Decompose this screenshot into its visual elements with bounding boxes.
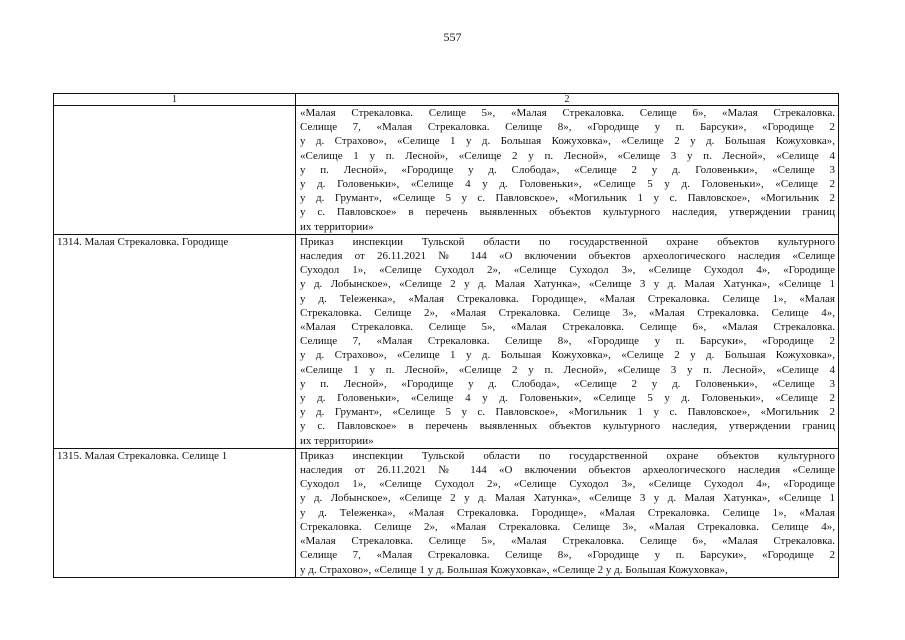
text-line: «Селище 1 у п. Лесной», «Селище 2 у п. Лесной», «Селище 3 у п. Лесной», «Селище 4 xyxy=(300,149,835,162)
column-header-1: 1 xyxy=(54,94,296,106)
text-line: у с. Павловское» в перечень выявленных объектов культурного наследия, утверждении границ xyxy=(300,206,835,219)
table-header-row xyxy=(54,94,839,106)
text-line: Суходол 1», «Селище Суходол 2», «Селище Суходол 3», «Селище Суходол 4», «Городище xyxy=(300,264,835,277)
object-name-cell: 1315. Малая Стрекаловка. Селище 1 xyxy=(54,448,296,577)
text-line: Приказ инспекции Тульской области по государственной охране объектов культурного xyxy=(300,449,835,462)
text-line: их территории» xyxy=(300,220,374,233)
table-row xyxy=(54,448,839,577)
text-line: у д. Теleженка», «Малая Стрекаловка. Городище», «Малая Стрекаловка. Селище 1», «Малая xyxy=(300,506,835,519)
text-line: наследия от 26.11.2021 № 144 «О включении объектов археологического наследия «Селище xyxy=(300,464,835,477)
text-line: Селище 7, «Малая Стрекаловка. Селище 8», «Городище у п. Барсуки», «Городище 2 xyxy=(300,121,835,134)
table-row xyxy=(54,106,839,235)
text-line: «Малая Стрекаловка. Селище 5», «Малая Стрекаловка. Селище 6», «Малая Стрекаловка. xyxy=(300,321,835,334)
text-line: «Малая Стрекаловка. Селище 5», «Малая Стрекаловка. Селище 6», «Малая Стрекаловка. xyxy=(300,535,835,548)
text-line: Приказ инспекции Тульской области по государственной охране объектов культурного xyxy=(300,235,835,248)
object-name-cell xyxy=(54,106,296,235)
text-line: у д. Лобынское», «Селище 2 у д. Малая Хатунка», «Селище 3 у д. Малая Хатунка», «Селище 1 xyxy=(300,492,835,505)
text-line: Селище 7, «Малая Стрекаловка. Селище 8», «Городище у п. Барсуки», «Городище 2 xyxy=(300,549,835,562)
text-line: Стрекаловка. Селище 2», «Малая Стрекаловка. Селище 3», «Малая Стрекаловка. Селище 4», xyxy=(300,520,835,533)
object-name-cell: 1314. Малая Стрекаловка. Городище xyxy=(54,234,296,448)
text-line: у д. Лобынское», «Селище 2 у д. Малая Хатунка», «Селище 3 у д. Малая Хатунка», «Селище 1 xyxy=(300,278,835,291)
text-line: Селище 7, «Малая Стрекаловка. Селище 8», «Городище у п. Барсуки», «Городище 2 xyxy=(300,335,835,348)
text-line: у д. Грумант», «Селище 5 у с. Павловское», «Могильник 1 у с. Павловское», «Могильник 2 xyxy=(300,192,835,205)
table-row xyxy=(54,234,839,448)
column-header-2: 2 xyxy=(296,94,839,106)
text-line: их территории» xyxy=(300,434,374,447)
text-line: у д. Страхово», «Селище 1 у д. Большая Кожуховка», «Селище 2 у д. Большая Кожуховка», xyxy=(300,135,835,148)
text-line: у п. Лесной», «Городище у д. Слобода», «Селище 2 у д. Головеньки», «Селище 3 xyxy=(300,163,835,176)
page-number: 557 xyxy=(443,30,462,44)
text-line: «Малая Стрекаловка. Селище 5», «Малая Стрекаловка. Селище 6», «Малая Стрекаловка. xyxy=(300,107,835,119)
heritage-table xyxy=(53,93,839,578)
text-line: у д. Страхово», «Селище 1 у д. Большая Кожуховка», «Селище 2 у д. Большая Кожуховка», xyxy=(300,349,835,362)
text-line: Стрекаловка. Селище 2», «Малая Стрекаловка. Селище 3», «Малая Стрекаловка. Селище 4», xyxy=(300,306,835,319)
document-reference-cell xyxy=(296,106,839,235)
text-line: у д. Теleженка», «Малая Стрекаловка. Городище», «Малая Стрекаловка. Селище 1», «Малая xyxy=(300,292,835,305)
text-line: у д. Головеньки», «Селище 4 у д. Головеньки», «Селище 5 у д. Головеньки», «Селище 2 xyxy=(300,392,835,405)
document-reference-cell xyxy=(296,448,839,577)
text-line: Суходол 1», «Селище Суходол 2», «Селище Суходол 3», «Селище Суходол 4», «Городище xyxy=(300,478,835,491)
text-line: у с. Павловское» в перечень выявленных объектов культурного наследия, утверждении границ xyxy=(300,420,835,433)
text-line: у д. Страхово», «Селище 1 у д. Большая Кожуховка», «Селище 2 у д. Большая Кожуховка», xyxy=(300,563,728,576)
text-line: у п. Лесной», «Городище у д. Слобода», «Селище 2 у д. Головеньки», «Селище 3 xyxy=(300,377,835,390)
text-line: «Селище 1 у п. Лесной», «Селище 2 у п. Лесной», «Селище 3 у п. Лесной», «Селище 4 xyxy=(300,363,835,376)
document-reference-cell xyxy=(296,234,839,448)
text-line: у д. Головеньки», «Селище 4 у д. Головеньки», «Селище 5 у д. Головеньки», «Селище 2 xyxy=(300,178,835,191)
text-line: у д. Грумант», «Селище 5 у с. Павловское», «Могильник 1 у с. Павловское», «Могильник 2 xyxy=(300,406,835,419)
text-line: наследия от 26.11.2021 № 144 «О включении объектов археологического наследия «Селище xyxy=(300,250,835,263)
table-body xyxy=(54,106,839,578)
